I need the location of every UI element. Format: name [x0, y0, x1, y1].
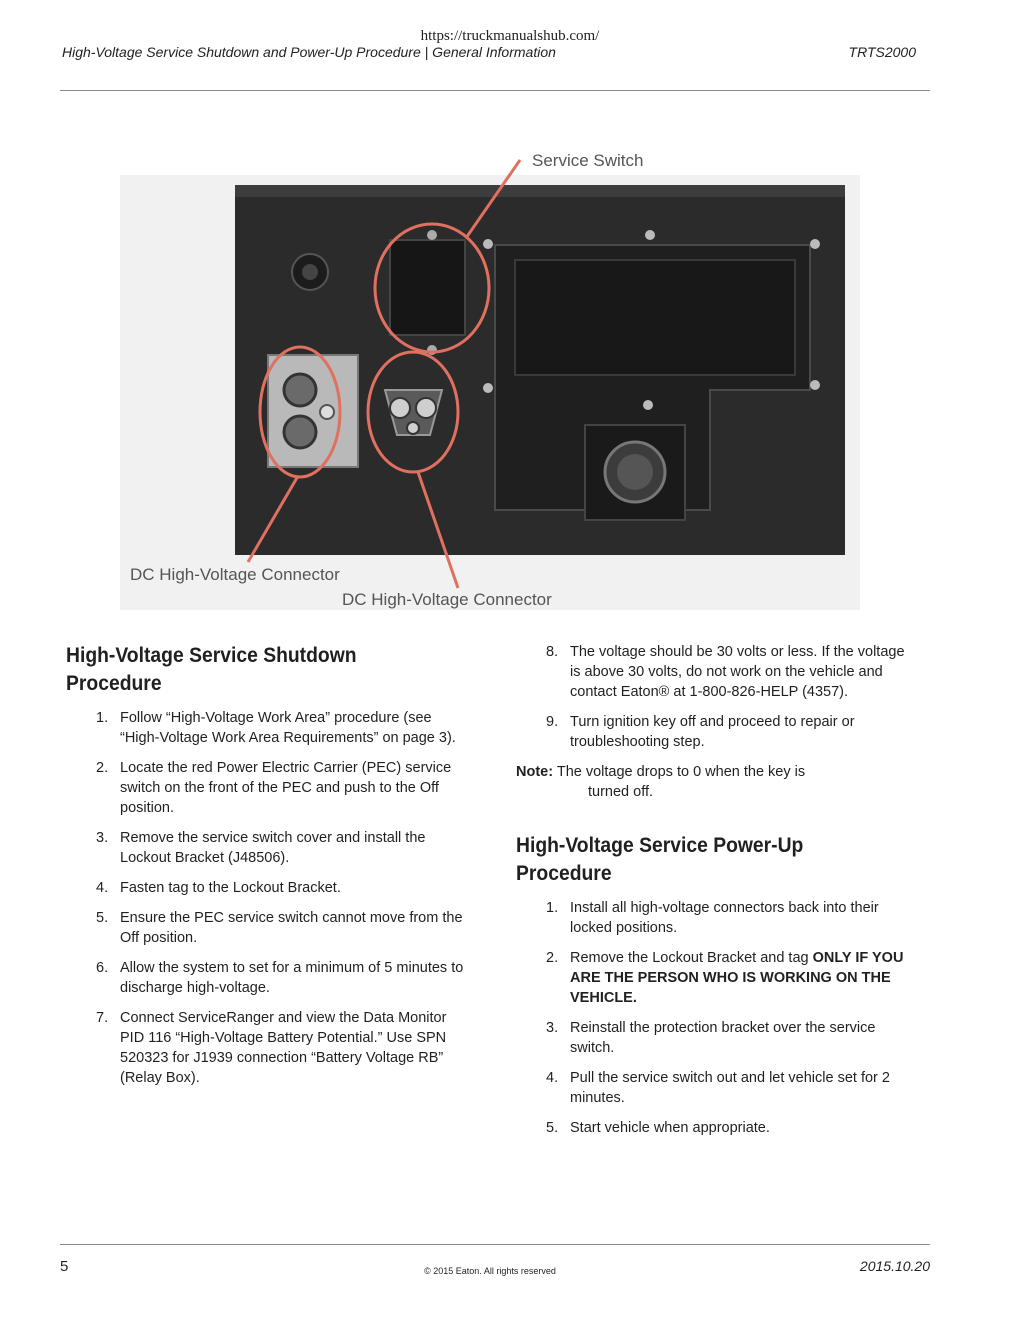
- header-rule: [60, 90, 930, 91]
- page-number: 5: [60, 1258, 69, 1275]
- step-number: 8.: [546, 644, 559, 660]
- dc-latch-icon: [320, 405, 334, 419]
- note-label: Note:: [516, 764, 554, 780]
- multipin-connector-core: [617, 454, 653, 490]
- step-number: 4.: [546, 1070, 559, 1086]
- list-item: [516, 948, 916, 1008]
- step-number: 5.: [96, 910, 109, 926]
- pec-housing-top-edge: [235, 185, 845, 197]
- step-text: Reinstall the protection bracket over the service switch.: [570, 1020, 876, 1056]
- step-number: 7.: [96, 1010, 109, 1026]
- bolt-icon: [810, 239, 820, 249]
- dc-connector-left-plate: [268, 355, 358, 467]
- shutdown-heading-line2: Procedure: [66, 672, 162, 695]
- list-item: [516, 1068, 916, 1108]
- step-number: 3.: [546, 1020, 559, 1036]
- step-number: 6.: [96, 960, 109, 976]
- step-text: Follow “High-Voltage Work Area” procedure (see “High-Voltage Work Area Requirements” on page 3).: [120, 710, 456, 746]
- step-number: 2.: [546, 950, 559, 966]
- pec-photo-figure: [120, 140, 860, 620]
- list-item: [66, 758, 466, 818]
- copyright: © 2015 Eaton. All rights reserved: [424, 1266, 556, 1276]
- bolt-icon: [427, 230, 437, 240]
- list-item: [516, 898, 916, 938]
- step-number: 9.: [546, 714, 559, 730]
- shutdown-heading: [66, 642, 471, 698]
- bolt-icon: [645, 230, 655, 240]
- step-number: 2.: [96, 760, 109, 776]
- powerup-heading-line1: High-Voltage Service Power-Up: [516, 834, 804, 857]
- dc-pin-icon: [284, 374, 316, 406]
- bolt-icon: [810, 380, 820, 390]
- label-dc-connector-left: DC High-Voltage Connector: [130, 565, 340, 584]
- bolt-icon: [483, 239, 493, 249]
- step-text: Start vehicle when appropriate.: [570, 1120, 770, 1136]
- list-item: [516, 642, 916, 702]
- list-item: [516, 712, 916, 752]
- left-column: [66, 642, 466, 1098]
- list-item: [66, 1008, 466, 1088]
- note: [516, 762, 916, 802]
- label-dc-connector-right: DC High-Voltage Connector: [342, 590, 552, 609]
- step-text: Pull the service switch out and let vehicle set for 2 minutes.: [570, 1070, 890, 1106]
- powerup-heading: [516, 832, 921, 888]
- step-number: 3.: [96, 830, 109, 846]
- note-text-line1: The voltage drops to 0 when the key is: [556, 764, 806, 780]
- bolt-icon: [643, 400, 653, 410]
- list-item: [516, 1018, 916, 1058]
- service-switch-box: [390, 240, 465, 335]
- list-item: [66, 958, 466, 998]
- step-text: Install all high-voltage connectors back into their locked positions.: [570, 900, 879, 936]
- dc-pin-icon: [390, 398, 410, 418]
- step-number: 1.: [96, 710, 109, 726]
- note-text-line2: turned off.: [588, 784, 654, 800]
- list-item: [66, 878, 466, 898]
- list-item: [66, 908, 466, 948]
- step-text: Remove the service switch cover and install the Lockout Bracket (J48506).: [120, 830, 426, 866]
- step-text: Turn ignition key off and proceed to repair or troubleshooting step.: [570, 714, 855, 750]
- shutdown-steps: [66, 708, 466, 1088]
- footer-rule: [60, 1244, 930, 1245]
- step-number: 5.: [546, 1120, 559, 1136]
- step-text: Connect ServiceRanger and view the Data Monitor PID 116 “High-Voltage Battery Potential.” Use SPN 520323 for J1939 connection “Battery Voltage RB” (Relay Box).: [120, 1010, 447, 1086]
- cover-panel-inset: [515, 260, 795, 375]
- revision-date: 2015.10.20: [859, 1258, 930, 1274]
- dc-pin-icon: [407, 422, 419, 434]
- right-column: [516, 642, 916, 1148]
- round-connector-top-core: [302, 264, 318, 280]
- step-text: Remove the Lockout Bracket and tag: [570, 950, 813, 966]
- step-text: Ensure the PEC service switch cannot move from the Off position.: [120, 910, 463, 946]
- powerup-heading-line2: Procedure: [516, 862, 612, 885]
- list-item: [66, 828, 466, 868]
- step-text: Locate the red Power Electric Carrier (PEC) service switch on the front of the PEC and push to the Off position.: [120, 760, 452, 816]
- step-text: Allow the system to set for a minimum of 5 minutes to discharge high-voltage.: [120, 960, 464, 996]
- list-item: [516, 1118, 916, 1138]
- dc-pin-icon: [284, 416, 316, 448]
- bolt-icon: [483, 383, 493, 393]
- step-text: Fasten tag to the Lockout Bracket.: [120, 880, 341, 896]
- step-number: 4.: [96, 880, 109, 896]
- step-emphasis: ONLY IF YOU ARE THE PERSON WHO IS WORKING ON THE VEHICLE.: [570, 950, 904, 1006]
- shutdown-heading-line1: High-Voltage Service Shutdown: [66, 644, 357, 667]
- shutdown-steps-continued: [516, 642, 916, 752]
- dc-pin-icon: [416, 398, 436, 418]
- list-item: [66, 708, 466, 748]
- source-url[interactable]: https://truckmanualshub.com/: [420, 28, 600, 44]
- step-number: 1.: [546, 900, 559, 916]
- step-text: The voltage should be 30 volts or less. If the voltage is above 30 volts, do not work on the vehicle and contact Eaton® at 1-800-826-HELP (4357).: [570, 644, 905, 700]
- document-code: TRTS2000: [848, 44, 916, 60]
- powerup-steps: [516, 898, 916, 1138]
- label-service-switch: Service Switch: [532, 151, 644, 170]
- running-header-title: High-Voltage Service Shutdown and Power-Up Procedure | General Information: [62, 44, 556, 60]
